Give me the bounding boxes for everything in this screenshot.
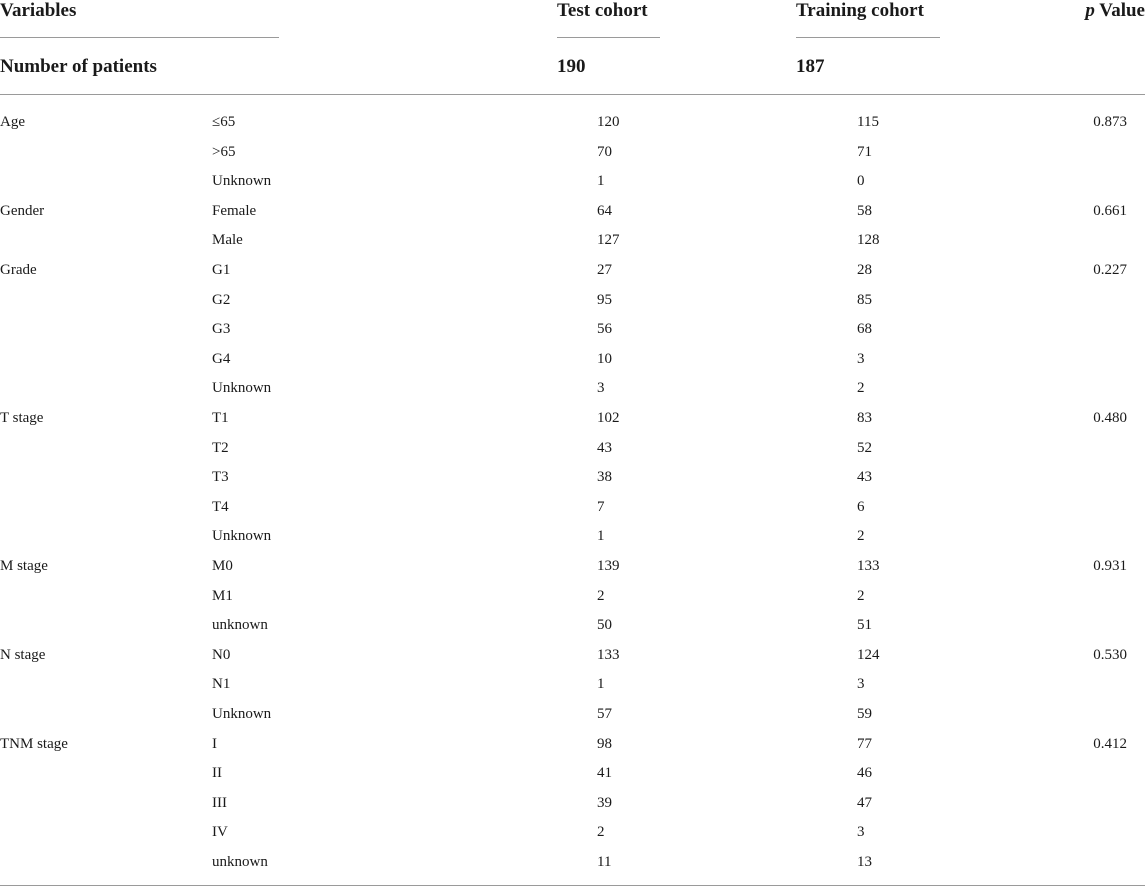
cell-test: 11	[597, 854, 612, 870]
cell-training: 83	[857, 410, 872, 426]
cell-training: 2	[857, 380, 865, 396]
cell-test: 1	[597, 173, 605, 189]
cell-training: 28	[857, 262, 872, 278]
cell-test: 2	[597, 824, 605, 840]
cell-test: 3	[597, 380, 605, 396]
cell-category: >65	[212, 144, 236, 160]
cell-category: Unknown	[212, 528, 272, 544]
cell-training: 133	[857, 558, 880, 574]
cell-p-value: 0.530	[1093, 647, 1127, 663]
cell-category: I	[212, 736, 217, 752]
cell-category: II	[212, 765, 222, 781]
cell-p-value: 0.931	[1093, 558, 1127, 574]
cell-category: Unknown	[212, 706, 272, 722]
cell-training: 0	[857, 173, 865, 189]
cell-training: 52	[857, 440, 872, 456]
cell-test: 41	[597, 765, 612, 781]
cell-training: 2	[857, 528, 865, 544]
cell-category: T1	[212, 410, 229, 426]
cell-test: 57	[597, 706, 612, 722]
cell-test: 27	[597, 262, 612, 278]
cell-test: 98	[597, 736, 612, 752]
cell-category: III	[212, 795, 227, 811]
header-rule-variables	[0, 37, 279, 38]
cell-training: 2	[857, 588, 865, 604]
cell-training: 3	[857, 824, 865, 840]
cell-variable: Age	[0, 114, 25, 130]
cell-training: 51	[857, 617, 872, 633]
cell-test: 139	[597, 558, 620, 574]
cell-category: G3	[212, 321, 231, 337]
cell-training: 43	[857, 469, 872, 485]
cell-variable: T stage	[0, 410, 44, 426]
cell-category: Male	[212, 232, 243, 248]
cell-training: 115	[857, 114, 879, 130]
cell-variable: Grade	[0, 262, 37, 278]
cell-test: 7	[597, 499, 605, 515]
cell-training: 13	[857, 854, 872, 870]
cell-test: 2	[597, 588, 605, 604]
cell-training: 124	[857, 647, 880, 663]
cell-p-value: 0.480	[1093, 410, 1127, 426]
cell-category: ≤65	[212, 114, 236, 130]
cell-test: 10	[597, 351, 612, 367]
cell-category: N0	[212, 647, 231, 663]
cell-category: IV	[212, 824, 228, 840]
cell-training: 77	[857, 736, 872, 752]
cell-category: N1	[212, 676, 231, 692]
cell-training: 85	[857, 292, 872, 308]
cell-test: 39	[597, 795, 612, 811]
cell-test: 56	[597, 321, 612, 337]
header-variables: Variables	[0, 0, 77, 21]
cell-category: G2	[212, 292, 231, 308]
cell-p-value: 0.412	[1093, 736, 1127, 752]
cell-test: 38	[597, 469, 612, 485]
cell-training: 58	[857, 203, 872, 219]
cell-test: 127	[597, 232, 620, 248]
cell-training: 68	[857, 321, 872, 337]
cell-test: 120	[597, 114, 620, 130]
cell-p-value: 0.661	[1093, 203, 1127, 219]
table-bottom-rule	[0, 885, 1145, 886]
cell-test: 102	[597, 410, 620, 426]
cell-test: 1	[597, 528, 605, 544]
patients-label: Number of patients	[0, 56, 157, 77]
header-p-value	[1085, 0, 1145, 22]
cell-training: 3	[857, 351, 865, 367]
cell-category: Female	[212, 203, 257, 219]
cell-variable: N stage	[0, 647, 46, 663]
cell-training: 59	[857, 706, 872, 722]
cell-test: 50	[597, 617, 612, 633]
header-p-symbol: p	[1085, 0, 1095, 21]
cell-variable: M stage	[0, 558, 48, 574]
cell-p-value: 0.873	[1093, 114, 1127, 130]
header-separator	[0, 94, 1145, 95]
header-p-value-label: Value	[1099, 0, 1145, 21]
patients-test: 190	[557, 56, 586, 77]
cell-variable: Gender	[0, 203, 45, 219]
cell-category: G4	[212, 351, 231, 367]
cell-test: 64	[597, 203, 612, 219]
cell-category: Unknown	[212, 380, 272, 396]
cell-training: 71	[857, 144, 872, 160]
cell-category: G1	[212, 262, 231, 278]
cell-category: unknown	[212, 617, 268, 633]
cell-category: Unknown	[212, 173, 272, 189]
cell-training: 6	[857, 499, 865, 515]
cell-category: T4	[212, 499, 229, 515]
header-rule-training-cohort	[796, 37, 940, 38]
cell-test: 43	[597, 440, 612, 456]
cell-training: 46	[857, 765, 872, 781]
cell-test: 95	[597, 292, 612, 308]
cell-category: M1	[212, 588, 233, 604]
cell-category: T2	[212, 440, 229, 456]
header-rule-test-cohort	[557, 37, 660, 38]
header-training-cohort: Training cohort	[796, 0, 924, 21]
cell-test: 1	[597, 676, 605, 692]
cell-category: T3	[212, 469, 229, 485]
cell-test: 70	[597, 144, 612, 160]
cell-p-value: 0.227	[1093, 262, 1127, 278]
cell-category: M0	[212, 558, 233, 574]
cell-test: 133	[597, 647, 620, 663]
cell-training: 128	[857, 232, 880, 248]
cell-category: unknown	[212, 854, 268, 870]
cell-variable: TNM stage	[0, 736, 68, 752]
cell-training: 3	[857, 676, 865, 692]
cell-training: 47	[857, 795, 872, 811]
header-test-cohort: Test cohort	[557, 0, 648, 21]
patients-training: 187	[796, 56, 825, 77]
